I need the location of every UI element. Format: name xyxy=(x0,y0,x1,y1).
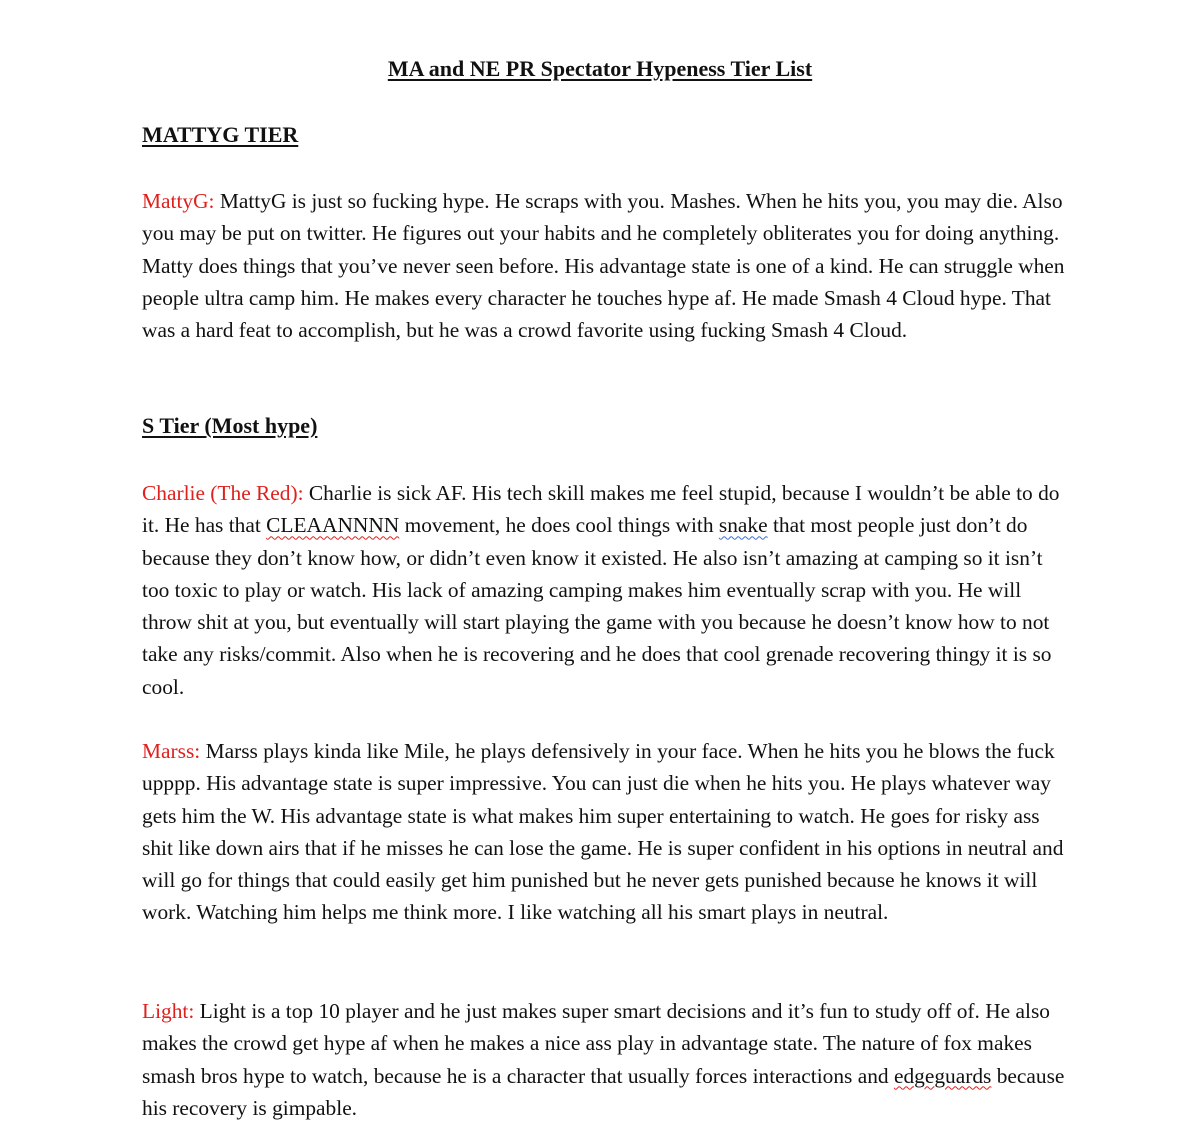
player-name-light: Light: xyxy=(142,999,195,1023)
entry-mattyg xyxy=(142,185,1072,346)
entry-light xyxy=(142,995,1072,1124)
spelling-flag: edgeguards xyxy=(893,1063,992,1088)
entry-text: MattyG is just so fucking hype. He scraps with you. Mashes. When he hits you, you may die. Also you may be put on twitter. He figures out your habits and he completely obliterates you for doing anything. Matty does things that you’ve never seen before. His advantage state is one of a kind. He can struggle when people ultra camp him. He makes every character he touches hype af. He made Smash 4 Cloud hype. That was a hard feat to accomplish, but he was a crowd favorite using fucking Smash 4 Cloud. xyxy=(142,189,1065,343)
entry-text: Light is a top 10 player and he just makes super smart decisions and it’s fun to study off of. He also makes the crowd get hype af when he makes a nice ass play in advantage state. The nature of fox makes smash bros hype to watch, because he is a character that usually forces interactions and xyxy=(142,999,1050,1088)
entry-text: that most people just don’t do because they don’t know how, or didn’t even know it existed. He also isn’t amazing at camping so it isn’t too toxic to play or watch. His lack of amazing camping makes him eventually scrap with you. He will throw shit at you, but eventually will start playing the game with you because he doesn’t know how to not take any risks/commit. Also when he is recovering and he does that cool grenade recovering thingy it is so cool. xyxy=(142,513,1052,699)
player-name-mattyg: MattyG: xyxy=(142,189,215,213)
player-name-marss: Marss: xyxy=(142,739,201,763)
tier-heading-mattyg: MATTYG TIER xyxy=(142,122,299,147)
spelling-flag: CLEAANNNN xyxy=(266,513,400,538)
player-name-charlie: Charlie (The Red): xyxy=(142,481,304,505)
tier-heading-s-tier: S Tier (Most hype) xyxy=(142,413,318,438)
entry-text: because his recovery is gimpable. xyxy=(142,1063,1065,1120)
entry-marss xyxy=(142,735,1072,929)
entry-text: movement, he does cool things with xyxy=(399,513,719,538)
document-title: MA and NE PR Spectator Hypeness Tier List xyxy=(387,56,813,81)
entry-text: Marss plays kinda like Mile, he plays defensively in your face. When he hits you he blows the fuck upppp. His advantage state is super impressive. You can just die when he hits you. He plays whatever way gets him the W. His advantage state is what makes him super entertaining to watch. He goes for risky ass shit like down airs that if he misses he can lose the game. He is super confident in his options in neutral and will go for things that could easily get him punished but he never gets punished because he knows it will work. Watching him helps me think more. I like watching all his smart plays in neutral. xyxy=(142,739,1064,925)
entry-charlie xyxy=(142,477,1072,703)
entry-text: Charlie is sick AF. His tech skill makes me feel stupid, because I wouldn’t be able to do it. He has that xyxy=(142,481,1060,538)
grammar-flag: snake xyxy=(718,513,768,538)
